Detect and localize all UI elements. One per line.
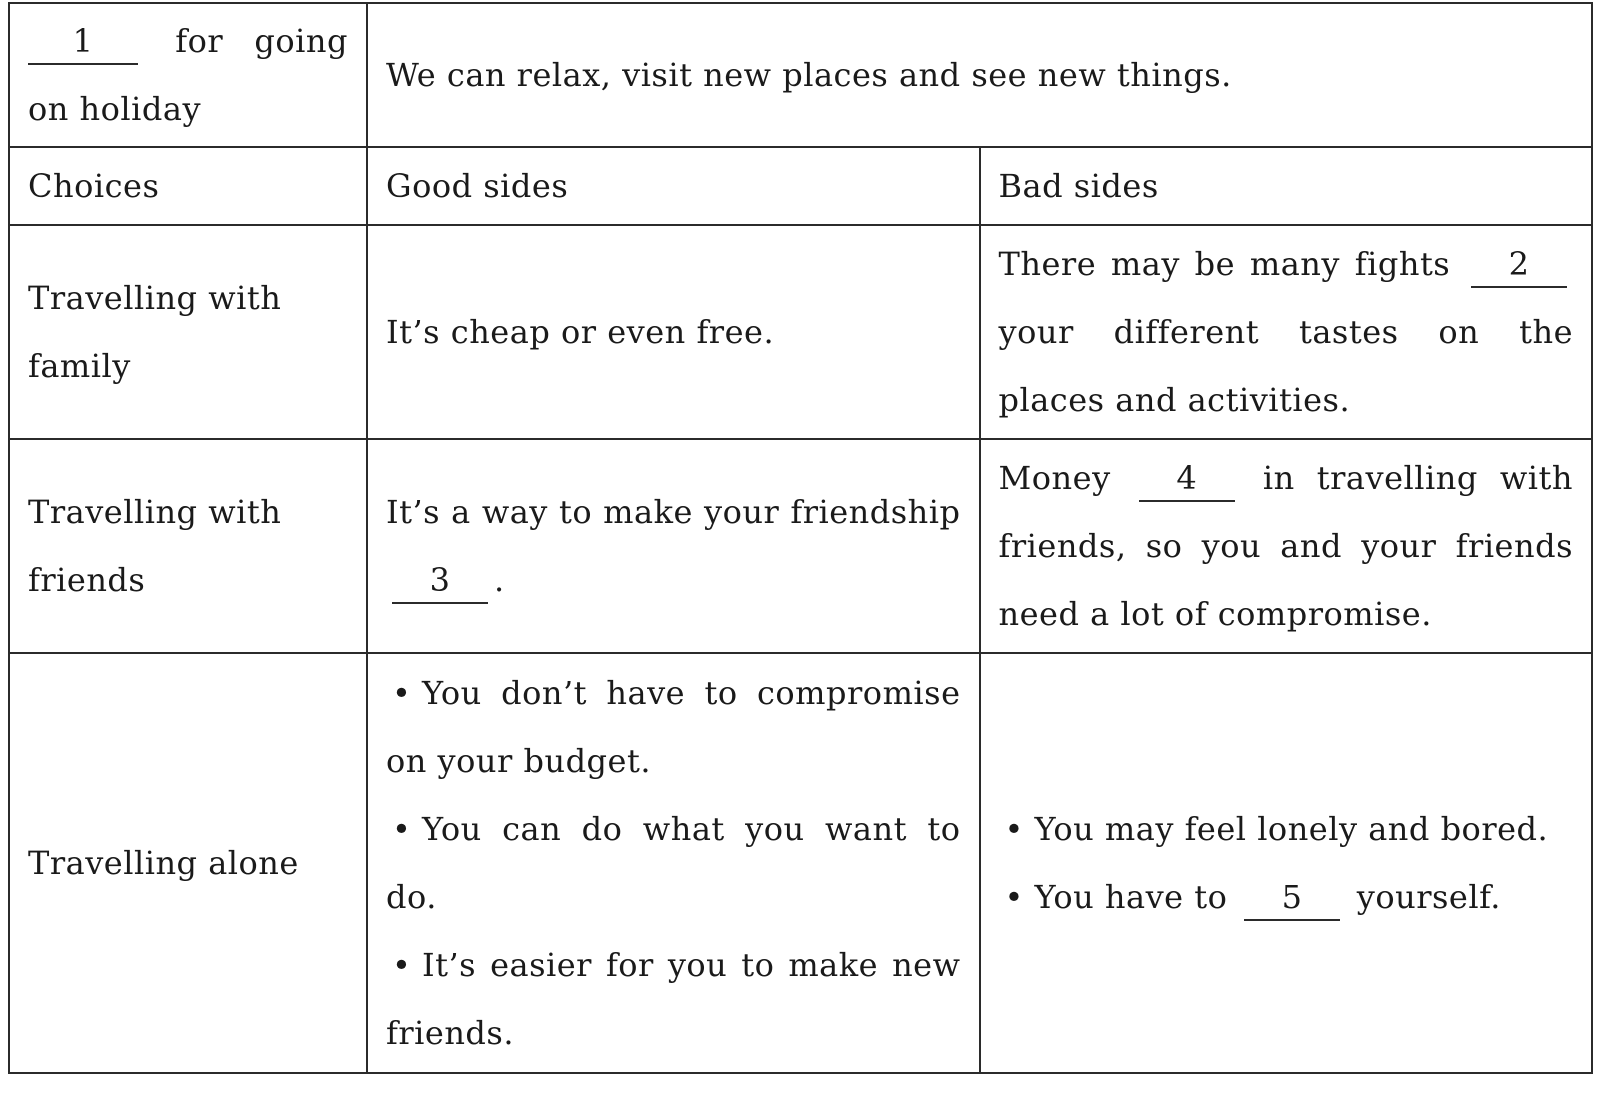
header-bad-sides: Bad sides xyxy=(980,147,1593,225)
good-alone xyxy=(367,653,980,1073)
intro-description-cell xyxy=(367,3,1592,147)
bad-family xyxy=(980,225,1593,439)
bullet-icon: • xyxy=(392,674,412,712)
travel-choices-table xyxy=(8,2,1593,1074)
choice-friends: Travelling with friends xyxy=(9,439,367,653)
good-alone-item xyxy=(386,795,961,931)
bullet-icon: • xyxy=(392,810,412,848)
blank-5[interactable]: 5 xyxy=(1244,875,1340,921)
bad-alone-item xyxy=(999,863,1574,931)
bad-alone-before: You have to xyxy=(1034,878,1228,916)
bad-alone-after: yourself. xyxy=(1356,878,1501,916)
row-travelling-with-family xyxy=(9,225,1592,439)
intro-label-text: for going on holiday xyxy=(28,22,349,128)
header-row xyxy=(9,147,1592,225)
choice-family: Travelling with family xyxy=(9,225,367,439)
bad-friends xyxy=(980,439,1593,653)
good-alone-item xyxy=(386,659,961,795)
bad-family-after: your different tastes on the places and activities. xyxy=(998,313,1573,419)
header-good-sides: Good sides xyxy=(367,147,980,225)
intro-row xyxy=(9,3,1592,147)
good-alone-text: You don’t have to compromise on your budget. xyxy=(386,674,961,780)
good-alone-text: You can do what you want to do. xyxy=(386,810,961,916)
bad-friends-after: in travelling with friends, so you and your friends need a lot of compromise. xyxy=(998,459,1574,633)
intro-description: We can relax, visit new places and see new things. xyxy=(386,56,1232,94)
blank-2[interactable]: 2 xyxy=(1471,242,1567,288)
bad-friends-before: Money xyxy=(998,459,1111,497)
bad-alone-text: You may feel lonely and bored. xyxy=(1034,810,1549,848)
bad-family-before: There may be many fights xyxy=(998,245,1451,283)
bad-alone xyxy=(980,653,1593,1073)
bullet-icon: • xyxy=(392,946,412,984)
good-friends xyxy=(367,439,980,653)
header-choices: Choices xyxy=(9,147,367,225)
bad-alone-item xyxy=(999,795,1574,863)
row-travelling-with-friends xyxy=(9,439,1592,653)
bullet-icon: • xyxy=(1004,878,1024,916)
good-friends-before: It’s a way to make your friendship xyxy=(386,493,961,531)
blank-4[interactable]: 4 xyxy=(1139,456,1235,502)
row-travelling-alone xyxy=(9,653,1592,1073)
blank-1[interactable]: 1 xyxy=(28,19,138,65)
good-alone-text: It’s easier for you to make new friends. xyxy=(386,946,961,1052)
good-alone-item xyxy=(386,931,961,1067)
bullet-icon: • xyxy=(1004,810,1024,848)
good-family: It’s cheap or even free. xyxy=(367,225,980,439)
intro-label-cell xyxy=(9,3,367,147)
good-friends-after: . xyxy=(494,561,505,599)
blank-3[interactable]: 3 xyxy=(392,558,488,604)
choice-alone: Travelling alone xyxy=(9,653,367,1073)
